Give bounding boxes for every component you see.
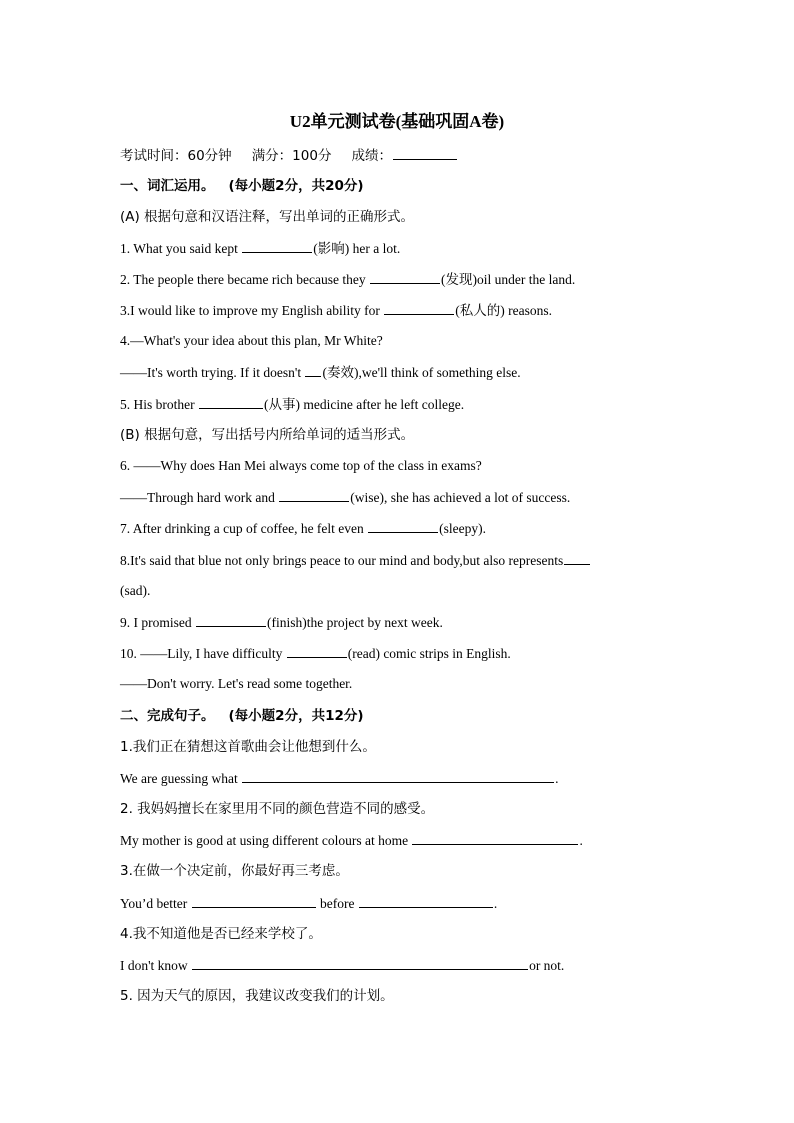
question-6-text: ——Through hard work and <box>120 490 279 505</box>
question-3 <box>120 301 552 320</box>
s2-question-2-end: . <box>579 833 583 848</box>
exam-score-label: 成绩： <box>351 148 392 164</box>
section1-points: (每小题2分，共20分) <box>228 178 364 194</box>
s2-question-3-cn: 3.在做一个决定前，你最好再三考虑。 <box>120 863 349 879</box>
exam-info <box>120 146 458 165</box>
question-8-text: 8.It's said that blue not only brings peace to our mind and body,but also represents <box>120 553 564 568</box>
question-7-hint: (sleepy). <box>439 521 487 536</box>
answer-blank-2[interactable] <box>370 270 440 284</box>
answer-blank-8[interactable] <box>564 551 590 565</box>
s2-question-3-mid: before <box>316 896 358 911</box>
question-10 <box>120 644 511 663</box>
question-6-response <box>120 488 570 507</box>
s2-question-4-end: or not. <box>529 958 565 973</box>
question-3-hint: (私人的) reasons. <box>455 303 552 318</box>
question-2 <box>120 270 575 289</box>
s2-question-1-end: . <box>555 771 559 786</box>
section1-partB-instruction: (B) 根据句意，写出括号内所给单词的适当形式。 <box>120 427 415 443</box>
exam-time: 考试时间：60分钟 <box>120 148 232 164</box>
question-8 <box>120 551 591 570</box>
answer-blank-5[interactable] <box>199 395 263 409</box>
question-4-prompt: 4.—What's your idea about this plan, Mr White? <box>120 333 383 348</box>
section1-partA-instruction: (A) 根据句意和汉语注释，写出单词的正确形式。 <box>120 209 415 225</box>
s2-question-3-text: You’d better <box>120 896 191 911</box>
section2-heading <box>120 707 364 725</box>
s2-question-2-en <box>120 831 583 850</box>
answer-blank-6[interactable] <box>279 488 349 502</box>
section2-title: 二、完成句子。 <box>120 708 215 724</box>
question-5-hint: (从事) medicine after he left college. <box>264 397 465 412</box>
question-4-text: ——It's worth trying. If it doesn't <box>120 365 305 380</box>
s2-question-3-end: . <box>493 896 498 911</box>
page-title: U2单元测试卷(基础巩固A卷) <box>289 112 505 131</box>
question-4-hint: (奏效),we'll think of something else. <box>322 365 521 380</box>
question-6-hint: (wise), she has achieved a lot of success. <box>350 490 571 505</box>
answer-blank-7[interactable] <box>368 519 438 533</box>
s2-question-1-text: We are guessing what <box>120 771 242 786</box>
section1-heading <box>120 177 364 195</box>
question-1 <box>120 239 400 258</box>
question-5 <box>120 395 464 414</box>
question-5-text: 5. His brother <box>120 397 198 412</box>
s2-question-5-cn: 5. 因为天气的原因，我建议改变我们的计划。 <box>120 988 394 1004</box>
answer-blank-10[interactable] <box>287 644 347 658</box>
question-2-hint: (发现)oil under the land. <box>441 272 576 287</box>
s2-answer-blank-3b[interactable] <box>359 894 493 908</box>
question-1-hint: (影响) her a lot. <box>313 241 401 256</box>
question-2-text: 2. The people there became rich because they <box>120 272 370 287</box>
answer-blank-9[interactable] <box>196 613 266 627</box>
s2-question-1-cn: 1.我们正在猜想这首歌曲会让他想到什么。 <box>120 739 376 755</box>
score-blank[interactable] <box>393 146 457 160</box>
question-9 <box>120 613 443 632</box>
question-8-hint: (sad). <box>120 583 151 598</box>
exam-full-score: 满分：100分 <box>251 148 332 164</box>
question-7 <box>120 519 486 538</box>
question-3-text: 3.I would like to improve my English ability for <box>120 303 384 318</box>
s2-question-4-cn: 4.我不知道他是否已经来学校了。 <box>120 926 322 942</box>
s2-question-2-text: My mother is good at using different colours at home <box>120 833 412 848</box>
s2-question-4-en <box>120 956 564 975</box>
question-9-hint: (finish)the project by next week. <box>267 615 443 630</box>
s2-question-4-text: I don't know <box>120 958 192 973</box>
answer-blank-1[interactable] <box>242 239 312 253</box>
s2-answer-blank-1[interactable] <box>242 769 554 783</box>
answer-blank-4[interactable] <box>305 363 321 377</box>
s2-question-3-en <box>120 894 497 913</box>
question-10-response: ——Don't worry. Let's read some together. <box>120 676 353 691</box>
s2-answer-blank-4[interactable] <box>192 956 528 970</box>
section2-points: (每小题2分，共12分) <box>228 708 364 724</box>
s2-question-2-cn: 2. 我妈妈擅长在家里用不同的颜色营造不同的感受。 <box>120 801 435 817</box>
answer-blank-3[interactable] <box>384 301 454 315</box>
question-10-text: 10. ——Lily, I have difficulty <box>120 646 286 661</box>
question-7-text: 7. After drinking a cup of coffee, he felt even <box>120 521 368 536</box>
question-9-text: 9. I promised <box>120 615 195 630</box>
question-6-prompt: 6. ——Why does Han Mei always come top of the class in exams? <box>120 458 482 473</box>
question-1-text: 1. What you said kept <box>120 241 242 256</box>
question-10-hint: (read) comic strips in English. <box>347 646 511 661</box>
question-4-response <box>120 363 521 382</box>
s2-answer-blank-2[interactable] <box>412 831 578 845</box>
section1-title: 一、词汇运用。 <box>120 178 215 194</box>
s2-question-1-en <box>120 769 559 788</box>
s2-answer-blank-3a[interactable] <box>192 894 316 908</box>
